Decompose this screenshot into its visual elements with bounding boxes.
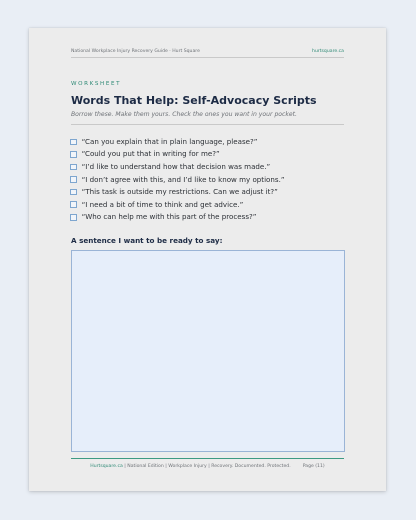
footer-text <box>90 464 290 469</box>
script-checkbox[interactable] <box>70 151 77 158</box>
script-text: “Can you explain that in plain language, please?” <box>81 136 258 146</box>
running-header <box>71 49 344 54</box>
footer-brand-link[interactable]: Hurtsquare.ca <box>90 464 123 469</box>
list-item <box>70 211 285 224</box>
list-item <box>70 173 285 186</box>
header-doc-title: National Workplace Injury Recovery Guide · Hurt Square <box>71 49 200 54</box>
header-divider <box>71 57 344 58</box>
page-footer <box>71 464 344 469</box>
script-checkbox[interactable] <box>70 189 77 196</box>
script-text: “I need a bit of time to think and get advice.” <box>81 199 244 209</box>
script-text: “Could you put that in writing for me?” <box>81 149 220 159</box>
list-item <box>70 198 285 211</box>
answer-field[interactable] <box>71 250 345 452</box>
header-site-link[interactable]: hurtsquare.ca <box>312 49 344 54</box>
script-text: “I don’t agree with this, and I’d like to know my options.” <box>81 174 285 184</box>
list-item <box>70 160 285 173</box>
page-title: Words That Help: Self-Advocacy Scripts <box>71 94 317 107</box>
answer-prompt: A sentence I want to be ready to say: <box>71 236 223 245</box>
page-number: Page (11) <box>302 464 325 469</box>
list-item <box>70 148 285 161</box>
page-subtitle: Borrow these. Make them yours. Check the ones you want in your pocket. <box>71 111 297 118</box>
script-checkbox[interactable] <box>70 164 77 171</box>
list-item <box>70 135 285 148</box>
script-text: “I’d like to understand how that decision was made.” <box>81 161 271 171</box>
script-checklist <box>70 135 285 223</box>
footer-tagline: | National Edition | Workplace Injury | Recovery. Documented. Protected. <box>122 464 291 469</box>
script-checkbox[interactable] <box>70 139 77 146</box>
footer-divider <box>71 458 344 459</box>
script-text: “This task is outside my restrictions. Can we adjust it?” <box>81 187 278 197</box>
script-checkbox[interactable] <box>70 214 77 221</box>
list-item <box>70 185 285 198</box>
worksheet-page <box>29 28 386 491</box>
script-checkbox[interactable] <box>70 201 77 208</box>
section-kicker: WORKSHEET <box>71 81 122 87</box>
subtitle-divider <box>71 124 344 125</box>
script-checkbox[interactable] <box>70 176 77 183</box>
script-text: “Who can help me with this part of the process?” <box>81 212 257 222</box>
